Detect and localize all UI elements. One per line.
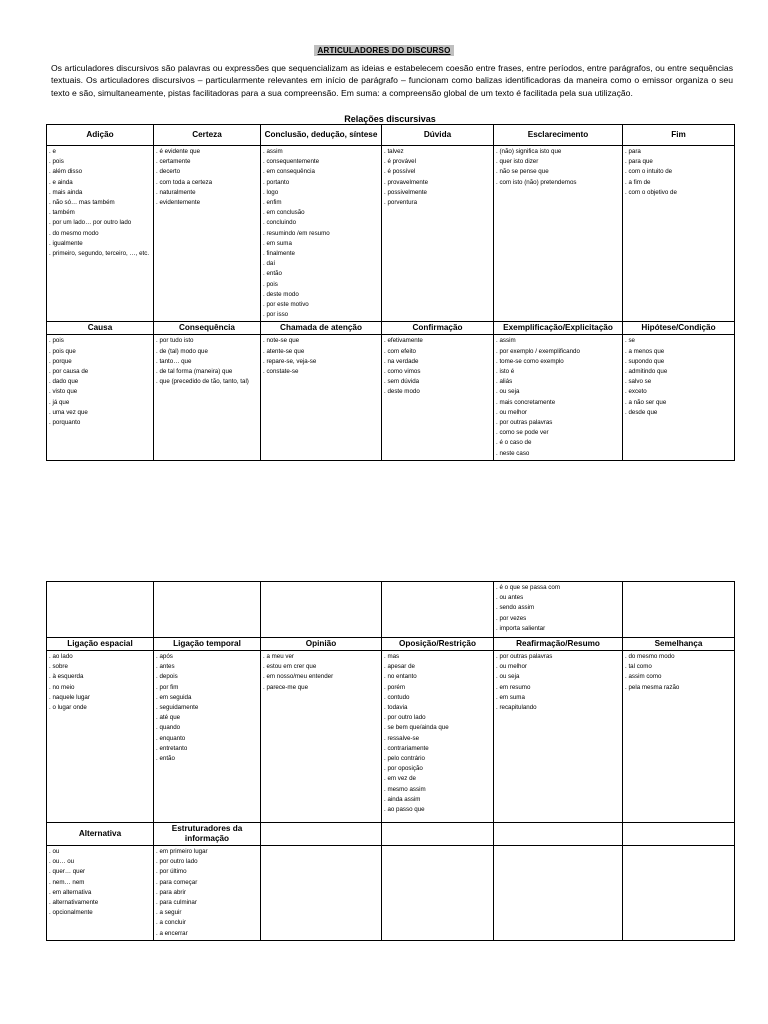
connector-item: . ou melhor (496, 663, 527, 671)
connector-item: . visto que (49, 388, 78, 396)
connectors-row (47, 846, 735, 941)
connector-item: . pois (49, 337, 64, 345)
connector-item: . a não ser que (625, 398, 667, 406)
connector-item: . também (49, 209, 75, 217)
connector-item: . estou em crer que (263, 663, 317, 671)
connector-item: . então (263, 270, 282, 278)
connector-list-cell (382, 146, 494, 322)
category-header: Adição (47, 125, 154, 146)
connector-list-cell (261, 582, 382, 638)
connector-item: . em suma (496, 693, 525, 701)
connector-item: . opcionalmente (49, 909, 93, 917)
connector-item: . por vezes (496, 614, 527, 622)
connector-item: . é o que se passa com (496, 584, 560, 591)
connector-item: . decerto (156, 168, 181, 176)
discourse-relations-table-page-2 (46, 581, 735, 941)
connector-item: . efetivamente (384, 337, 423, 345)
connector-item: . admitindo que (625, 368, 668, 376)
connector-list-cell (261, 146, 382, 322)
connector-item: . para culminar (156, 899, 197, 907)
connector-item: . desde que (625, 408, 658, 416)
connector-item: . como vimos (384, 368, 421, 376)
connector-item: . a encerrar (156, 929, 188, 937)
connector-item: . concluindo (263, 219, 297, 227)
category-header: Opinião (261, 638, 382, 651)
connector-item: . logo (263, 188, 279, 196)
category-header: Fim (623, 125, 735, 146)
category-header: Confirmação (382, 322, 494, 335)
connector-list-cell (47, 846, 154, 941)
connector-item: . e (49, 148, 56, 155)
category-header: Chamada de atenção (261, 322, 382, 335)
header-row (47, 322, 735, 335)
connector-item: . como se pode ver (496, 429, 549, 437)
category-header (261, 823, 382, 846)
connector-item: . ou seja (496, 673, 520, 681)
connector-item: . sobre (49, 663, 68, 671)
connector-item: . constate-se (263, 368, 299, 376)
connector-item: . é possível (384, 168, 416, 176)
connectors-row (47, 651, 735, 823)
category-header (494, 823, 623, 846)
connector-item: . supondo que (625, 357, 665, 365)
connector-item: . pois (49, 158, 64, 166)
category-header: Causa (47, 322, 154, 335)
category-header: Ligação espacial (47, 638, 154, 651)
connector-item: . em conclusão (263, 209, 305, 217)
connector-item: . no meio (49, 683, 75, 691)
connector-item: . ao lado (49, 653, 73, 660)
intro-paragraph: Os articuladores discursivos são palavras ou expressões que sequencializam as ideias e estabelecem coesão entre frases, entre períodos, entre parágrafos, ou entre sequências textuais. Os articuladores discursivos – particularmente relevantes em início de parágrafo – funcionam como balizas identificadoras da maneira como o emissor organiza o seu texto e são, simultaneamente, pistas facilitadoras para a sua compreensão. Em suma: a compreensão global de um texto é facilitada pela sua utilização. (51, 63, 733, 98)
connector-item: . o lugar onde (49, 704, 87, 712)
connectors-row (47, 582, 735, 638)
connector-item: . daí (263, 260, 276, 268)
connector-item: . antes (156, 663, 175, 671)
category-header: Reafirmação/Resumo (494, 638, 623, 651)
connector-item: . é provável (384, 158, 416, 166)
connector-item: . neste caso (496, 449, 530, 457)
connector-item: . se (625, 337, 635, 345)
connector-item: . contudo (384, 693, 410, 701)
discourse-relations-table-page-1 (46, 124, 735, 461)
connector-item: . para abrir (156, 888, 186, 896)
connector-item: . contrariamente (384, 744, 429, 752)
connector-item: . ou (49, 848, 60, 855)
connector-item: . consequentemente (263, 158, 320, 166)
category-header: Alternativa (47, 823, 154, 846)
connector-item: . porquanto (49, 419, 81, 427)
connector-item: . não só… mas também (49, 199, 115, 207)
connector-item: . resumindo /em resumo (263, 229, 330, 237)
category-header: Exemplificação/Explicitação (494, 322, 623, 335)
connector-item: . quer… quer (49, 868, 86, 876)
connector-item: . tanto… que (156, 357, 192, 365)
connector-item: . além disso (49, 168, 83, 176)
connector-item: . por fim (156, 683, 179, 691)
connector-item: . ou antes (496, 594, 524, 602)
connector-list-cell (154, 582, 261, 638)
connector-item: . ainda assim (384, 795, 421, 803)
connector-item: . em seguida (156, 693, 192, 701)
connector-list-cell (623, 335, 735, 460)
connector-item: . talvez (384, 148, 404, 155)
connector-list-cell (261, 335, 382, 460)
connector-item: . a menos que (625, 347, 665, 355)
connector-item: . assim (263, 148, 283, 155)
connector-item: . de (tal) modo que (156, 347, 208, 355)
connector-item: . já que (49, 398, 70, 406)
connector-item: . uma vez que (49, 408, 88, 416)
connector-item: . mas (384, 653, 400, 660)
connector-item: . a meu ver (263, 653, 294, 660)
connector-item: . por tudo isto (156, 337, 194, 345)
connector-list-cell (47, 335, 154, 460)
connector-list-cell (623, 846, 735, 941)
category-header: Esclarecimento (494, 125, 623, 146)
category-header: Conclusão, dedução, síntese (261, 125, 382, 146)
connector-list-cell (382, 582, 494, 638)
connector-item: . ou melhor (496, 408, 527, 416)
category-header (623, 823, 735, 846)
connector-item: . mais ainda (49, 188, 83, 196)
connector-item: . parece-me que (263, 683, 309, 691)
connector-item: . e ainda (49, 178, 73, 186)
connector-item: . por isso (263, 311, 289, 319)
document-title: ARTICULADORES DO DISCURSO (314, 45, 453, 56)
connector-item: . por outras palavras (496, 419, 553, 427)
connectors-row (47, 146, 735, 322)
connector-item: . importa salientar (496, 624, 546, 632)
connector-item: . igualmente (49, 239, 83, 247)
connector-item: . por outro lado (156, 858, 198, 866)
connector-item: . primeiro, segundo, terceiro, …, etc. (49, 250, 150, 258)
category-header: Semelhança (623, 638, 735, 651)
connector-item: . de tal forma (maneira) que (156, 368, 233, 376)
connector-item: . sem dúvida (384, 378, 420, 386)
connector-item: . em consequência (263, 168, 315, 176)
connector-item: . ou seja (496, 388, 520, 396)
connector-list-cell (261, 846, 382, 941)
connector-item: . em resumo (496, 683, 531, 691)
connector-item: . mais concretamente (496, 398, 556, 406)
connector-item: . por oposição (384, 765, 423, 773)
connector-item: . assim (496, 337, 516, 345)
connector-list-cell (494, 146, 623, 322)
connector-list-cell (154, 146, 261, 322)
connector-item: . no entanto (384, 673, 417, 681)
connector-item: . a fim de (625, 178, 651, 186)
connector-item: . na verdade (384, 357, 419, 365)
connector-item: . então (156, 755, 175, 763)
connector-item: . deste modo (384, 388, 420, 396)
connector-item: . pela mesma razão (625, 683, 680, 691)
connector-item: . seguidamente (156, 704, 199, 712)
connector-item: . todavia (384, 704, 408, 712)
connector-list-cell (494, 582, 623, 638)
connector-item: . naturalmente (156, 188, 196, 196)
connector-item: . por outras palavras (496, 653, 553, 660)
category-header: Hipótese/Condição (623, 322, 735, 335)
connector-item: . naquele lugar (49, 693, 90, 701)
connector-item: . ou… ou (49, 858, 75, 866)
connector-item: . em vez de (384, 775, 416, 783)
connector-list-cell (494, 335, 623, 460)
category-header: Dúvida (382, 125, 494, 146)
connector-list-cell (494, 651, 623, 823)
connector-item: . com efeito (384, 347, 416, 355)
connector-item: . para (625, 148, 641, 155)
connector-item: . pois (263, 280, 278, 288)
connector-item: . alternativamente (49, 899, 99, 907)
connector-item: . atente-se que (263, 347, 305, 355)
connector-item: . a concluir (156, 919, 186, 927)
connector-item: . note-se que (263, 337, 300, 345)
connector-item: . a seguir (156, 909, 182, 917)
connector-list-cell (47, 651, 154, 823)
connector-item: . aliás (496, 378, 513, 386)
connector-list-cell (154, 335, 261, 460)
connector-item: . para começar (156, 878, 198, 886)
connector-list-cell (261, 651, 382, 823)
connector-item: . com isto (não) pretendemos (496, 178, 577, 186)
connector-item: . com o objetivo de (625, 188, 677, 196)
connector-list-cell (623, 582, 735, 638)
connector-item: . é o caso de (496, 439, 532, 447)
connector-item: . em alternativa (49, 888, 92, 896)
connector-item: . enquanto (156, 734, 186, 742)
connector-item: . portanto (263, 178, 290, 186)
connector-item: . depois (156, 673, 178, 681)
connector-item: . finalmente (263, 250, 295, 258)
connector-item: . por um lado… por outro lado (49, 219, 132, 227)
category-header: Certeza (154, 125, 261, 146)
connectors-row (47, 335, 735, 460)
connector-item: . (não) significa isto que (496, 148, 562, 155)
header-row (47, 638, 735, 651)
connector-item: . para que (625, 158, 653, 166)
connector-item: . por exemplo / exemplificando (496, 347, 580, 355)
connector-item: . após (156, 653, 173, 660)
connector-item: . que (precedido de tão, tanto, tal) (156, 378, 249, 386)
connector-item: . dado que (49, 378, 79, 386)
connector-list-cell (494, 846, 623, 941)
category-header: Ligação temporal (154, 638, 261, 651)
connector-item: . em suma (263, 239, 292, 247)
category-header (382, 823, 494, 846)
connector-item: . porém (384, 683, 405, 691)
connector-item: . deste modo (263, 290, 299, 298)
connector-list-cell (47, 582, 154, 638)
connector-item: . à esquerda (49, 673, 84, 681)
connector-item: . isto é (496, 368, 515, 376)
connector-item: . quando (156, 724, 181, 732)
header-row (47, 125, 735, 146)
connector-list-cell (382, 335, 494, 460)
connector-item: . em primeiro lugar (156, 848, 208, 855)
table-caption: Relações discursivas (344, 114, 436, 124)
connector-item: . mesmo assim (384, 785, 426, 793)
connector-item: . certamente (156, 158, 191, 166)
connector-item: . provavelmente (384, 178, 429, 186)
connector-item: . salvo se (625, 378, 652, 386)
connector-item: . tal como (625, 663, 652, 671)
connector-item: . entretanto (156, 744, 188, 752)
connector-item: . pois que (49, 347, 76, 355)
connector-list-cell (154, 846, 261, 941)
connector-item: . com toda a certeza (156, 178, 213, 186)
connector-item: . exceto (625, 388, 647, 396)
category-header: Estruturadores da informação (154, 823, 261, 846)
connector-item: . sendo assim (496, 604, 535, 612)
connector-item: . em nosso/meu entender (263, 673, 334, 681)
connector-list-cell (623, 651, 735, 823)
connector-item: . por outro lado (384, 714, 426, 722)
connector-item: . do mesmo modo (49, 229, 99, 237)
connector-item: . assim como (625, 673, 662, 681)
connector-item: . ressalve-se (384, 734, 420, 742)
category-header: Consequência (154, 322, 261, 335)
connector-item: . do mesmo modo (625, 653, 675, 660)
connector-list-cell (382, 846, 494, 941)
connector-item: . quer isto dizer (496, 158, 539, 166)
connector-item: . recapitulando (496, 704, 537, 712)
connector-item: . enfim (263, 199, 282, 207)
connector-item: . por este motivo (263, 301, 309, 309)
connector-list-cell (154, 651, 261, 823)
connector-item: . é evidente que (156, 148, 201, 155)
connector-item: . repare-se, veja-se (263, 357, 317, 365)
connector-list-cell (47, 146, 154, 322)
connector-item: . por causa de (49, 368, 89, 376)
category-header: Oposição/Restrição (382, 638, 494, 651)
connector-item: . pelo contrário (384, 755, 425, 763)
connector-list-cell (623, 146, 735, 322)
connector-item: . com o intuito de (625, 168, 673, 176)
connector-item: . ao passo que (384, 806, 425, 814)
connector-item: . nem… nem (49, 878, 85, 886)
connector-list-cell (382, 651, 494, 823)
connector-item: . até que (156, 714, 181, 722)
connector-item: . possivelmente (384, 188, 427, 196)
connector-item: . se bem que/ainda que (384, 724, 449, 732)
connector-item: . porque (49, 357, 72, 365)
connector-item: . porventura (384, 199, 418, 207)
connector-item: . evidentemente (156, 199, 201, 207)
connector-item: . por último (156, 868, 187, 876)
connector-item: . tome-se como exemplo (496, 357, 564, 365)
connector-item: . não se pense que (496, 168, 549, 176)
header-row (47, 823, 735, 846)
connector-item: . apesar de (384, 663, 415, 671)
